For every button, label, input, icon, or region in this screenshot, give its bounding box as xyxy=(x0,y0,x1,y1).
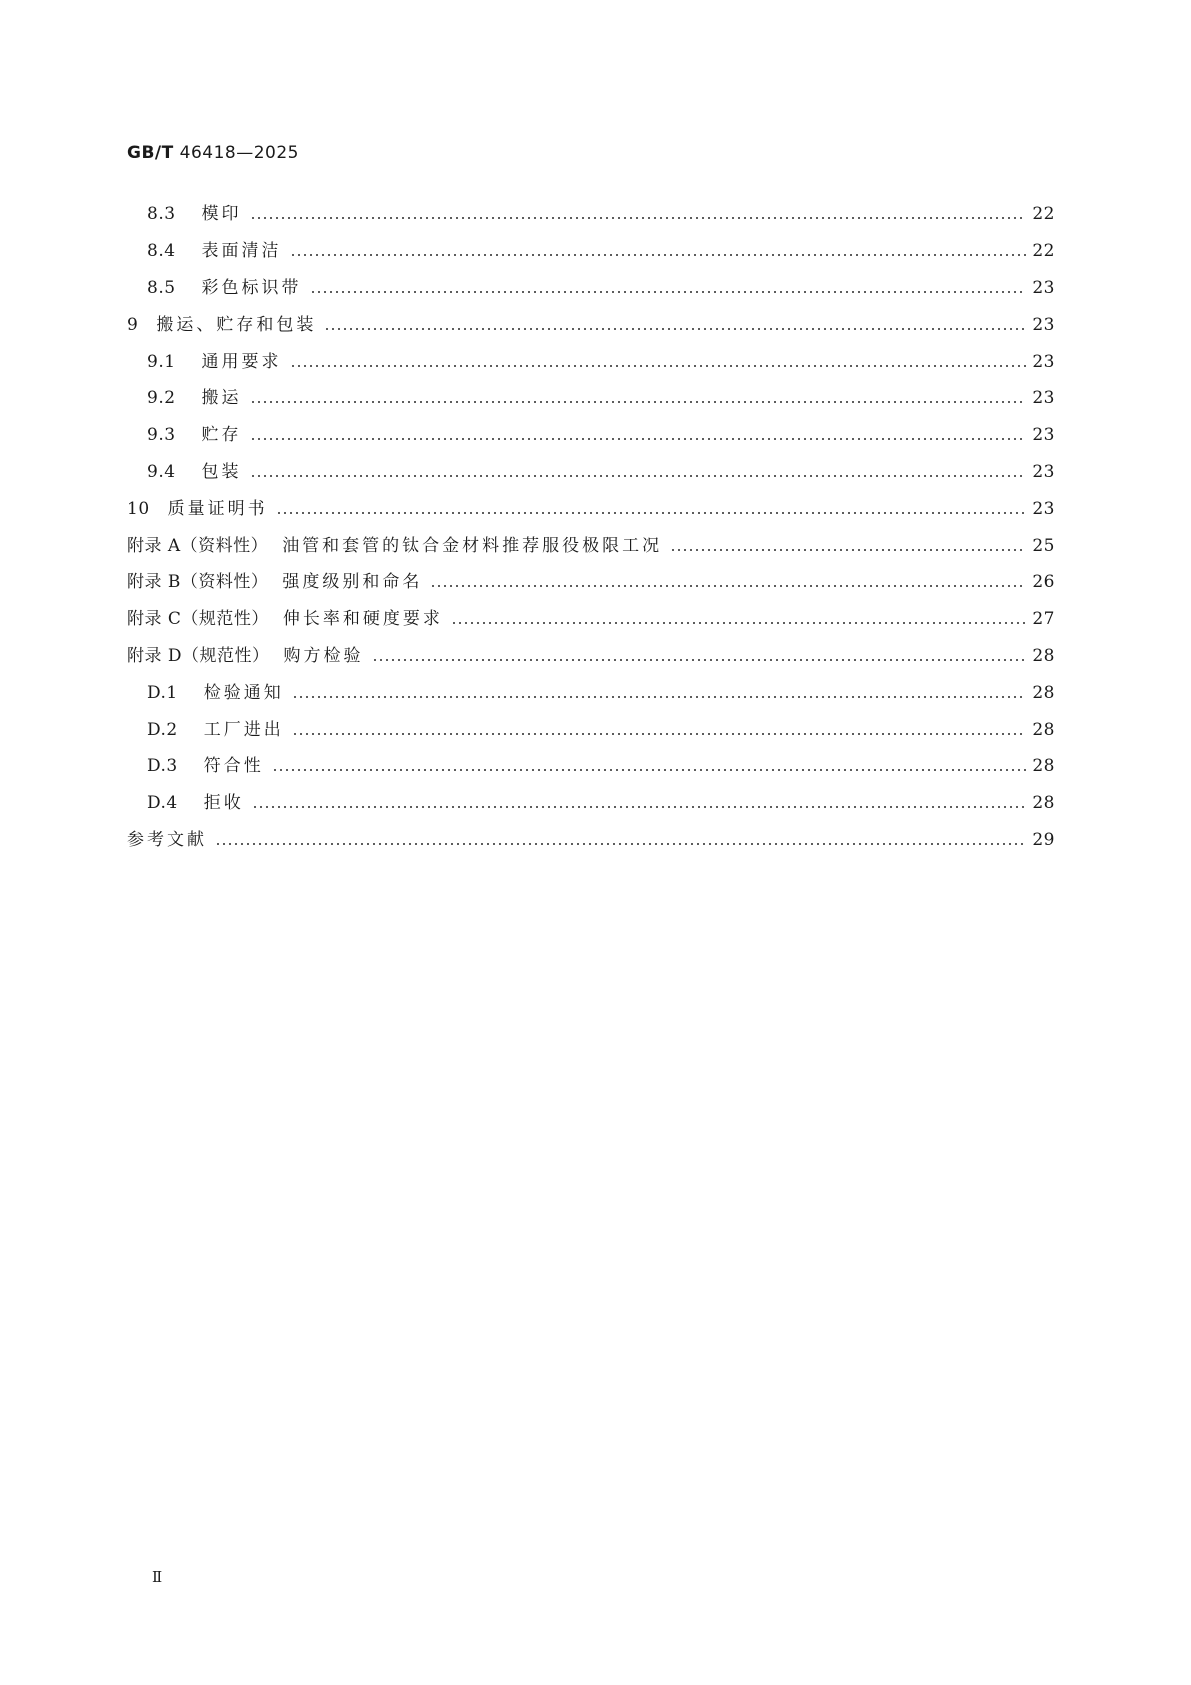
toc-entry-number: 附录 A（资料性） xyxy=(127,535,269,556)
toc-dot-leader xyxy=(215,843,1026,845)
toc-dot-leader xyxy=(272,769,1027,771)
toc-entry-number: 附录 B（资料性） xyxy=(127,572,269,593)
toc-entry[interactable] xyxy=(127,306,1055,343)
toc-entry-title: 检验通知 xyxy=(203,682,284,703)
toc-entry-title: 参考文献 xyxy=(127,829,207,850)
toc-entry-number: 9.2 xyxy=(147,388,176,409)
toc-entry-page: 28 xyxy=(1032,793,1055,814)
toc-dot-leader xyxy=(292,733,1027,735)
toc-entry-page: 29 xyxy=(1032,829,1055,850)
toc-entry-page: 23 xyxy=(1032,314,1055,335)
standard-number: 46418—2025 xyxy=(179,143,299,163)
toc-entry-title: 搬运 xyxy=(201,388,242,409)
toc-entry-number: D.3 xyxy=(147,756,178,777)
toc-entry-page: 23 xyxy=(1032,351,1055,372)
standard-prefix: GB/T xyxy=(127,143,174,163)
page-number: Ⅱ xyxy=(152,1568,163,1586)
toc-dot-leader xyxy=(670,549,1026,551)
toc-entry-page: 23 xyxy=(1032,498,1055,519)
toc-entry-number: 8.3 xyxy=(147,204,176,225)
toc-entry-number: D.4 xyxy=(147,793,178,814)
toc-entry-page: 22 xyxy=(1032,204,1055,225)
toc-dot-leader xyxy=(290,365,1027,367)
toc-entry-title: 购方检验 xyxy=(283,645,364,666)
toc-dot-leader xyxy=(250,217,1027,219)
toc-entry-title: 包装 xyxy=(201,461,242,482)
toc-entry-title: 表面清洁 xyxy=(201,241,282,262)
toc-entry[interactable] xyxy=(127,233,1055,270)
toc-entry[interactable] xyxy=(127,711,1055,748)
toc-entry[interactable] xyxy=(127,527,1055,564)
toc-entry-title: 质量证明书 xyxy=(167,498,268,519)
toc-dot-leader xyxy=(451,622,1026,624)
toc-entry[interactable] xyxy=(127,380,1055,417)
toc-entry[interactable] xyxy=(127,601,1055,638)
toc-dot-leader xyxy=(250,401,1027,403)
toc-entry[interactable] xyxy=(127,196,1055,233)
toc-entry-title: 通用要求 xyxy=(201,351,282,372)
toc-dot-leader xyxy=(276,512,1027,514)
toc-entry[interactable] xyxy=(127,343,1055,380)
toc-entry-title: 拒收 xyxy=(203,793,244,814)
toc-entry-number: 8.5 xyxy=(147,277,176,298)
toc-entry-page: 25 xyxy=(1032,535,1055,556)
toc-entry-page: 23 xyxy=(1032,277,1055,298)
toc-entry[interactable] xyxy=(127,270,1055,307)
toc-entry-page: 28 xyxy=(1032,719,1055,740)
toc-entry-title: 搬运、贮存和包装 xyxy=(156,314,317,335)
toc-entry-number: 10 xyxy=(127,498,150,519)
table-of-contents xyxy=(127,196,1055,858)
toc-entry[interactable] xyxy=(127,674,1055,711)
toc-entry-page: 28 xyxy=(1032,756,1055,777)
toc-entry-title: 强度级别和命名 xyxy=(282,572,423,593)
toc-entry-title: 油管和套管的钛合金材料推荐服役极限工况 xyxy=(282,535,663,556)
toc-entry-page: 28 xyxy=(1032,682,1055,703)
toc-entry-number: 附录 C（规范性） xyxy=(127,609,269,630)
toc-entry-page: 23 xyxy=(1032,425,1055,446)
toc-entry-number: 附录 D（规范性） xyxy=(127,645,270,666)
toc-entry-number: 8.4 xyxy=(147,241,176,262)
toc-entry-page: 23 xyxy=(1032,461,1055,482)
toc-entry-title: 模印 xyxy=(201,204,242,225)
toc-entry-title: 彩色标识带 xyxy=(201,277,302,298)
toc-entry[interactable] xyxy=(127,490,1055,527)
toc-entry-page: 22 xyxy=(1032,241,1055,262)
toc-entry-number: 9.4 xyxy=(147,461,176,482)
toc-entry[interactable] xyxy=(127,417,1055,454)
toc-entry[interactable] xyxy=(127,748,1055,785)
toc-entry-page: 26 xyxy=(1032,572,1055,593)
toc-entry-title: 工厂进出 xyxy=(203,719,284,740)
toc-dot-leader xyxy=(290,254,1027,256)
toc-entry[interactable] xyxy=(127,454,1055,491)
toc-entry[interactable] xyxy=(127,822,1055,859)
toc-dot-leader xyxy=(250,475,1027,477)
toc-entry-number: 9.3 xyxy=(147,425,176,446)
toc-entry-title: 贮存 xyxy=(201,425,242,446)
standard-header xyxy=(127,143,299,163)
toc-entry-number: 9 xyxy=(127,314,139,335)
toc-entry-number: 9.1 xyxy=(147,351,176,372)
toc-entry-page: 27 xyxy=(1032,609,1055,630)
toc-entry[interactable] xyxy=(127,785,1055,822)
toc-dot-leader xyxy=(372,659,1027,661)
toc-entry[interactable] xyxy=(127,638,1055,675)
toc-entry-number: D.2 xyxy=(147,719,178,740)
toc-dot-leader xyxy=(430,585,1026,587)
toc-entry-page: 28 xyxy=(1032,645,1055,666)
toc-dot-leader xyxy=(252,806,1027,808)
toc-entry-page: 23 xyxy=(1032,388,1055,409)
toc-entry-number: D.1 xyxy=(147,682,178,703)
toc-dot-leader xyxy=(292,696,1027,698)
toc-dot-leader xyxy=(310,291,1027,293)
toc-entry-title: 伸长率和硬度要求 xyxy=(282,609,443,630)
toc-entry-title: 符合性 xyxy=(203,756,264,777)
toc-dot-leader xyxy=(250,438,1027,440)
toc-dot-leader xyxy=(324,328,1026,330)
toc-entry[interactable] xyxy=(127,564,1055,601)
